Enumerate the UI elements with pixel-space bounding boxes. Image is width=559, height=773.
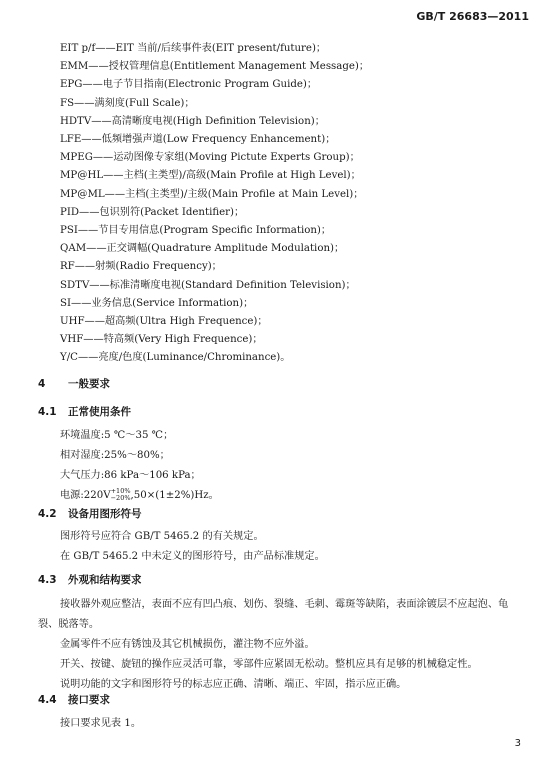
abbreviation-item: UHF——超高频(Ultra High Frequence)； — [60, 316, 268, 328]
section-4-1-heading — [38, 404, 131, 419]
section-number: 4.2 — [38, 508, 57, 520]
paragraph: 金属零件不应有锈蚀及其它机械损伤，灌注物不应外溢。 — [60, 639, 315, 650]
abbreviation-item: PID——包识别符(Packet Identifier)； — [60, 206, 245, 218]
abbreviation-item: MP@ML——主档(主类型)/主级(Main Profile at Main Level)； — [60, 188, 364, 200]
abbreviation-list — [60, 40, 530, 368]
abbreviation-item: Y/C——亮度/色度(Luminance/Chrominance)。 — [60, 352, 291, 364]
section-4-heading — [38, 376, 110, 391]
abbreviation-item: RF——射频(Radio Frequency)； — [60, 261, 222, 273]
paragraph: 说明功能的文字和图形符号的标志应正确、清晰、端正、牢固，指示应正确。 — [60, 679, 407, 690]
abbreviation-item: PSI——节目专用信息(Program Specific Information)； — [60, 225, 332, 237]
abbreviation-item: EMM——授权管理信息(Entitlement Management Message)； — [60, 61, 370, 73]
section-number: 4.4 — [38, 694, 57, 706]
power-voltage: 电源:220V — [60, 490, 111, 501]
paragraph: 开关、按键、旋钮的操作应灵活可靠，零部件应紧固无松动。整机应具有足够的机械稳定性。 — [60, 659, 478, 670]
abbreviation-item: MPEG——运动图像专家组(Moving Pictute Experts Group)； — [60, 152, 360, 164]
section-4-3-heading — [38, 572, 142, 587]
tolerance-upper: +10% — [110, 487, 131, 495]
abbreviation-item: SI——业务信息(Service Information)； — [60, 297, 254, 309]
section-4-1-body — [38, 426, 523, 506]
abbreviation-item: QAM——正交调幅(Quadrature Amplitude Modulation)； — [60, 243, 345, 255]
page-number: 3 — [514, 738, 521, 749]
abbreviation-item: FS——满刻度(Full Scale)； — [60, 97, 195, 109]
section-number: 4.3 — [38, 574, 57, 586]
paragraph: 接口要求见表 1。 — [60, 718, 142, 729]
paragraph: 接收器外观应整洁，表面不应有凹凸痕、划伤、裂缝、毛刺、霉斑等缺陷，表面涂镀层不应起泡、龟裂、脱落等。 — [38, 599, 509, 630]
condition-humidity: 相对湿度:25%～80%； — [60, 450, 170, 461]
power-frequency: ,50×(1±2%)Hz。 — [130, 490, 219, 501]
section-number: 4 — [38, 378, 46, 390]
section-number: 4.1 — [38, 406, 57, 418]
section-4-4-body — [38, 714, 523, 734]
condition-pressure: 大气压力:86 kPa～106 kPa； — [60, 470, 201, 481]
section-title: 设备用图形符号 — [68, 508, 142, 520]
condition-temperature: 环境温度:5 ℃～35 ℃； — [60, 430, 174, 441]
condition-power — [38, 486, 523, 506]
section-4-2-body — [38, 527, 523, 567]
abbreviation-item: HDTV——高清晰度电视(High Definition Television)； — [60, 115, 325, 127]
paragraph: 图形符号应符合 GB/T 5465.2 的有关规定。 — [60, 531, 264, 542]
abbreviation-item: EPG——电子节目指南(Electronic Program Guide)； — [60, 79, 318, 91]
section-4-4-heading — [38, 692, 110, 707]
section-4-3-body — [38, 595, 523, 695]
power-tolerance — [111, 488, 131, 502]
section-4-2-heading — [38, 506, 142, 521]
abbreviation-item: VHF——特高频(Very High Frequence)； — [60, 334, 263, 346]
tolerance-lower: −20% — [110, 494, 131, 502]
section-title: 正常使用条件 — [68, 406, 131, 418]
abbreviation-item: MP@HL——主档(主类型)/高级(Main Profile at High Level)； — [60, 170, 361, 182]
abbreviation-item: SDTV——标准清晰度电视(Standard Definition Television)； — [60, 279, 356, 291]
section-title: 外观和结构要求 — [68, 574, 142, 586]
paragraph: 在 GB/T 5465.2 中未定义的图形符号，由产品标准规定。 — [60, 551, 325, 562]
abbreviation-item: LFE——低频增强声道(Low Frequency Enhancement)； — [60, 134, 336, 146]
section-title: 接口要求 — [68, 694, 110, 706]
abbreviation-item: EIT p/f——EIT 当前/后续事件表(EIT present/future)； — [60, 43, 327, 54]
section-title: 一般要求 — [68, 378, 110, 390]
standard-number: GB/T 26683—2011 — [416, 10, 529, 23]
